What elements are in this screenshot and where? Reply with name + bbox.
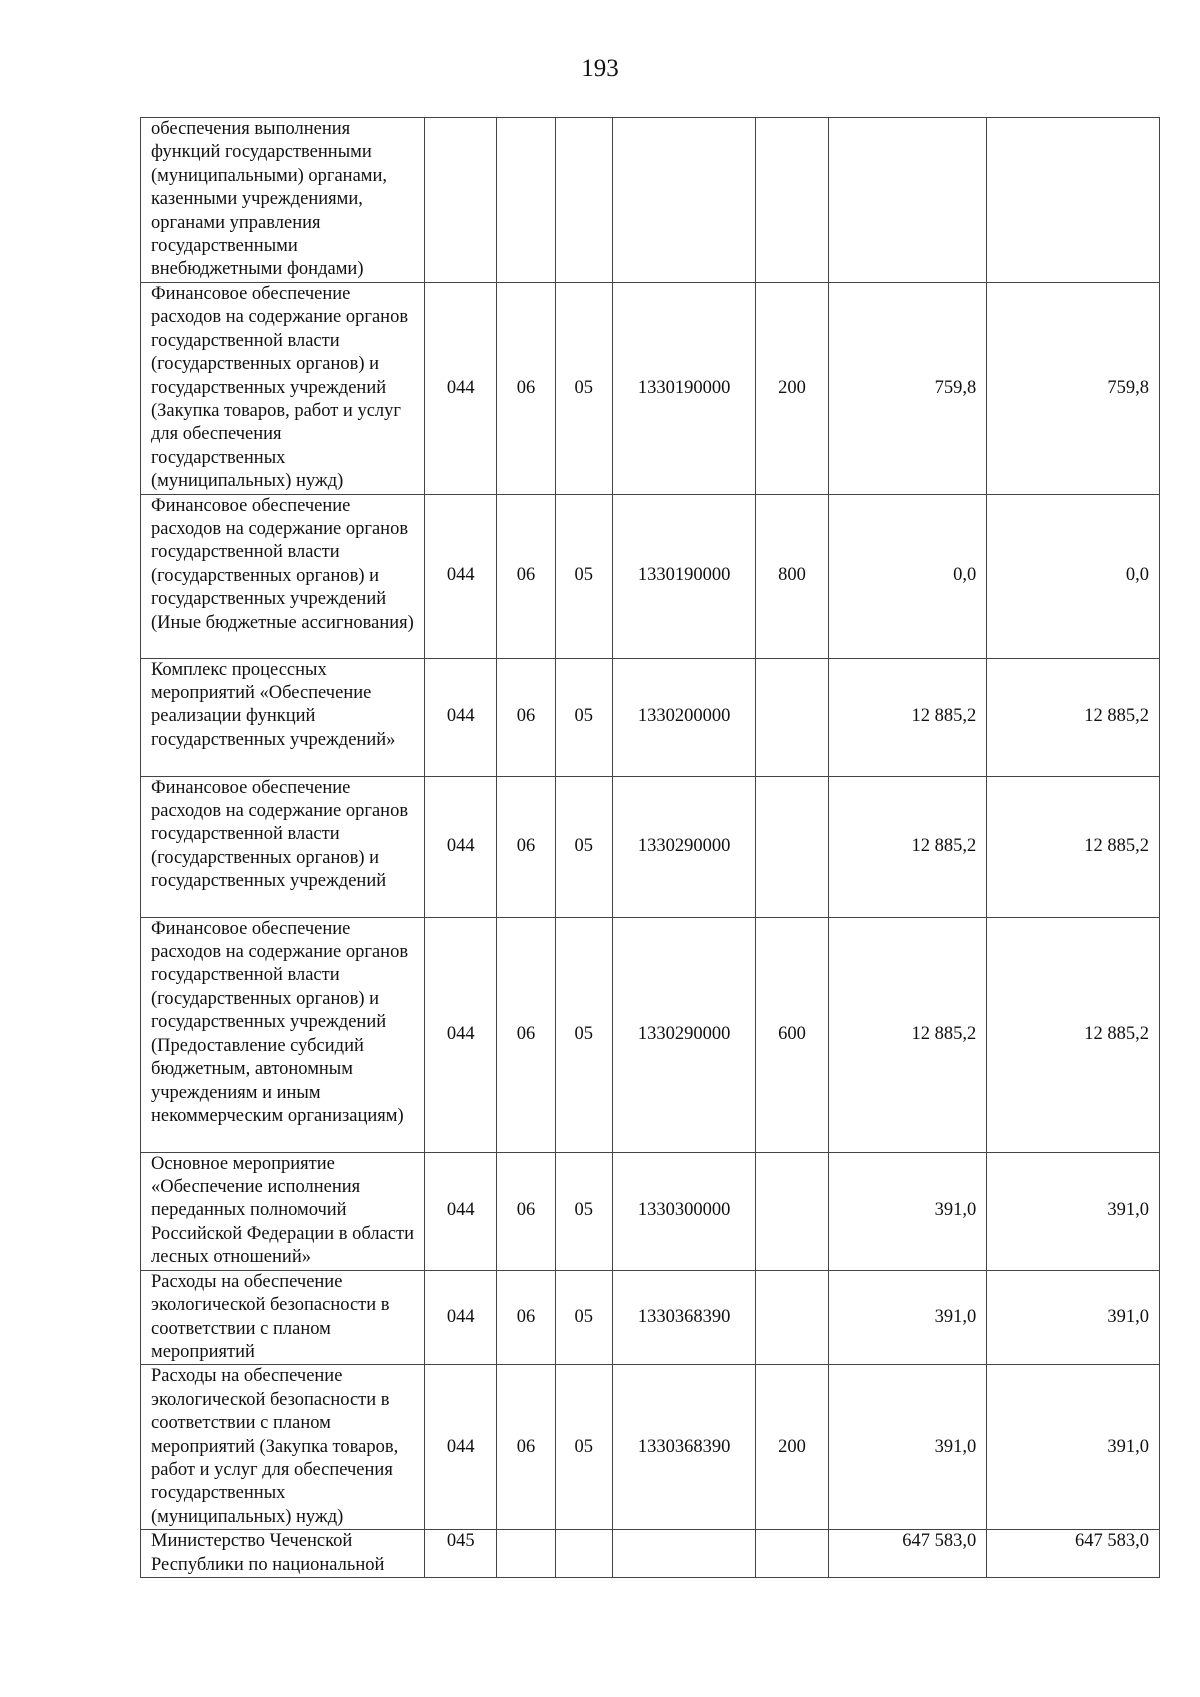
ved-code (425, 118, 497, 283)
amount-2: 12 885,2 (987, 917, 1160, 1152)
ved-code: 044 (425, 917, 497, 1152)
budget-table (140, 117, 1160, 1578)
page-number: 193 (581, 55, 619, 82)
section-code: 06 (497, 283, 555, 495)
target-article-code: 1330368390 (612, 1270, 756, 1365)
section-code (497, 118, 555, 283)
amount-2 (987, 118, 1160, 283)
subsection-code: 05 (555, 494, 612, 658)
target-article-code: 1330190000 (612, 494, 756, 658)
subsection-code (555, 1530, 612, 1578)
amount-1: 391,0 (828, 1152, 987, 1270)
subsection-code: 05 (555, 776, 612, 917)
section-code: 06 (497, 494, 555, 658)
table-row (141, 917, 1160, 1152)
amount-2: 0,0 (987, 494, 1160, 658)
ved-code: 044 (425, 1152, 497, 1270)
row-name: Расходы на обеспечение экологической безопасности в соответствии с планом мероприятий (141, 1270, 425, 1365)
amount-1: 391,0 (828, 1270, 987, 1365)
amount-1: 12 885,2 (828, 776, 987, 917)
amount-1: 759,8 (828, 283, 987, 495)
amount-2: 12 885,2 (987, 658, 1160, 776)
amount-1: 12 885,2 (828, 658, 987, 776)
expense-type-code (756, 1530, 828, 1578)
amount-2: 391,0 (987, 1270, 1160, 1365)
expense-type-code (756, 1270, 828, 1365)
row-name: Министерство Чеченской Республики по национальной (141, 1530, 425, 1578)
expense-type-code: 200 (756, 283, 828, 495)
target-article-code: 1330290000 (612, 917, 756, 1152)
ved-code: 044 (425, 283, 497, 495)
subsection-code: 05 (555, 658, 612, 776)
target-article-code: 1330190000 (612, 283, 756, 495)
amount-2: 391,0 (987, 1365, 1160, 1530)
ved-code: 044 (425, 776, 497, 917)
subsection-code (555, 118, 612, 283)
table-row (141, 776, 1160, 917)
expense-type-code (756, 118, 828, 283)
amount-2: 12 885,2 (987, 776, 1160, 917)
expense-type-code (756, 1152, 828, 1270)
table-row (141, 658, 1160, 776)
table-row (141, 494, 1160, 658)
row-name: Основное мероприятие «Обеспечение исполнения переданных полномочий Российской Федерации в области лесных отношений» (141, 1152, 425, 1270)
row-name: Комплекс процессных мероприятий «Обеспечение реализации функций государственных учреждений» (141, 658, 425, 776)
amount-1: 647 583,0 (828, 1530, 987, 1578)
section-code (497, 1530, 555, 1578)
table-row (141, 1152, 1160, 1270)
subsection-code: 05 (555, 917, 612, 1152)
row-name: Финансовое обеспечение расходов на содержание органов государственной власти (государственных органов) и государственных учреждений (Предоставление субсидий бюджетным, автономным учреждениям и иным некоммерческим организациям) (141, 917, 425, 1152)
target-article-code: 1330290000 (612, 776, 756, 917)
section-code: 06 (497, 1270, 555, 1365)
section-code: 06 (497, 1365, 555, 1530)
ved-code: 044 (425, 658, 497, 776)
expense-type-code: 600 (756, 917, 828, 1152)
row-name: Финансовое обеспечение расходов на содержание органов государственной власти (государственных органов) и государственных учреждений (Закупка товаров, работ и услуг для обеспечения государственных (муниципальных) нужд) (141, 283, 425, 495)
section-code: 06 (497, 917, 555, 1152)
subsection-code: 05 (555, 1365, 612, 1530)
section-code: 06 (497, 658, 555, 776)
expense-type-code: 200 (756, 1365, 828, 1530)
expense-type-code (756, 776, 828, 917)
subsection-code: 05 (555, 1152, 612, 1270)
row-name: Финансовое обеспечение расходов на содержание органов государственной власти (государственных органов) и государственных учреждений (Иные бюджетные ассигнования) (141, 494, 425, 658)
section-code: 06 (497, 1152, 555, 1270)
target-article-code (612, 1530, 756, 1578)
expense-type-code: 800 (756, 494, 828, 658)
amount-1 (828, 118, 987, 283)
ved-code: 045 (425, 1530, 497, 1578)
row-name: Расходы на обеспечение экологической безопасности в соответствии с планом мероприятий (Закупка товаров, работ и услуг для обеспечения государственных (муниципальных) нужд) (141, 1365, 425, 1530)
target-article-code: 1330200000 (612, 658, 756, 776)
expense-type-code (756, 658, 828, 776)
row-name: Финансовое обеспечение расходов на содержание органов государственной власти (государственных органов) и государственных учреждений (141, 776, 425, 917)
table-row (141, 118, 1160, 283)
amount-2: 647 583,0 (987, 1530, 1160, 1578)
amount-1: 12 885,2 (828, 917, 987, 1152)
subsection-code: 05 (555, 1270, 612, 1365)
amount-1: 0,0 (828, 494, 987, 658)
target-article-code: 1330300000 (612, 1152, 756, 1270)
amount-1: 391,0 (828, 1365, 987, 1530)
ved-code: 044 (425, 1270, 497, 1365)
row-name: обеспечения выполнения функций государственными (муниципальными) органами, казенными учреждениями, органами управления государственными внебюджетными фондами) (141, 118, 425, 283)
table-row (141, 1365, 1160, 1530)
target-article-code: 1330368390 (612, 1365, 756, 1530)
target-article-code (612, 118, 756, 283)
table-row (141, 283, 1160, 495)
ved-code: 044 (425, 494, 497, 658)
amount-2: 391,0 (987, 1152, 1160, 1270)
amount-2: 759,8 (987, 283, 1160, 495)
ved-code: 044 (425, 1365, 497, 1530)
table-row (141, 1530, 1160, 1578)
subsection-code: 05 (555, 283, 612, 495)
table-row (141, 1270, 1160, 1365)
section-code: 06 (497, 776, 555, 917)
